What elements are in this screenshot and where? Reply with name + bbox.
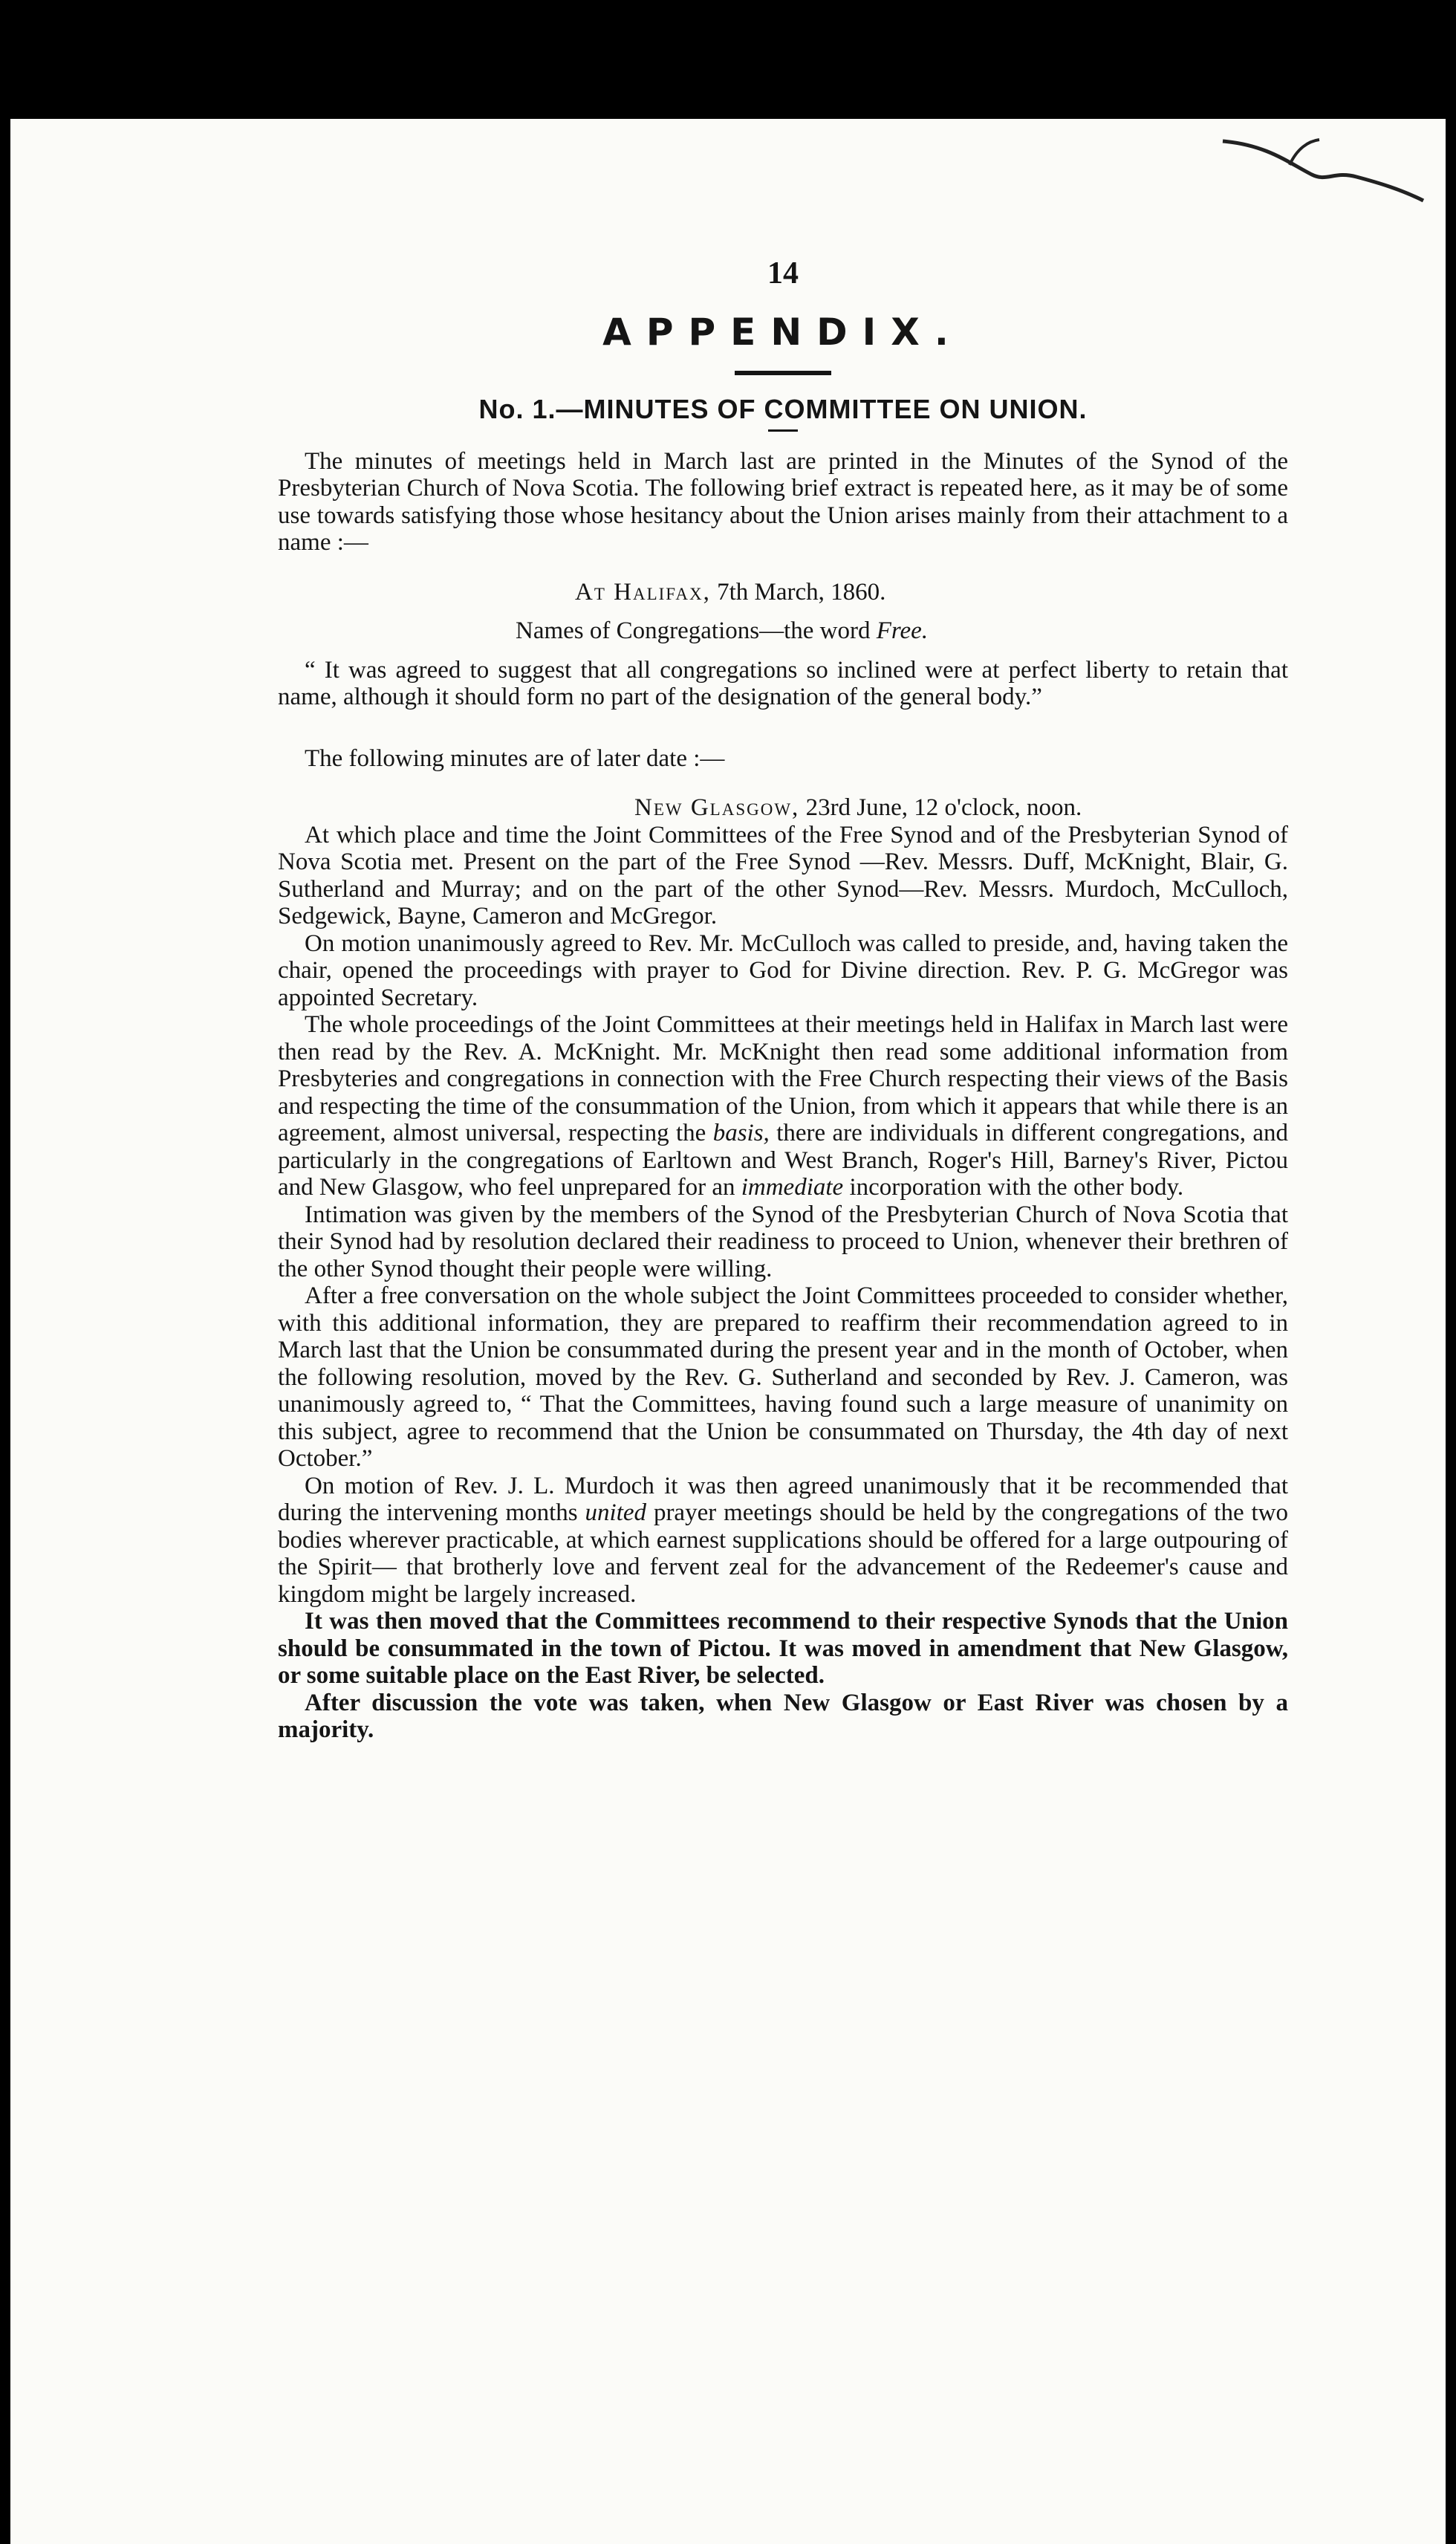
- p6-emphasis-united: united: [585, 1499, 647, 1526]
- minutes-paragraph-3: [278, 1011, 1288, 1201]
- minutes-paragraph-4: Intimation was given by the members of the Synod of the Presbyterian Church of Nova Scotia that their Synod had by resolution declared their readiness to proceed to Union, whenever their brethren of the other Synod thought their people were willing.: [278, 1201, 1288, 1282]
- page-text: [278, 256, 1289, 1744]
- p6-part-b: prayer meetings should be held by the congregations of the two bodies wherever practicable, at which earnest supplications should be offered for a large outpouring of the Spirit— that brotherly love and fervent zeal for the advancement of the Redeemer's cause and kingdom might be largely increased.: [278, 1499, 1289, 1608]
- minutes-paragraph-2: On motion unanimously agreed to Rev. Mr. McCulloch was called to preside, and, having taken the chair, opened the proceedings with prayer to God for Divine direction. Rev. P. G. McGregor was appointed Secretary.: [278, 929, 1288, 1011]
- p6-part-a: On motion of Rev. J. L. Murdoch it was then agreed unanimously that it be recommended that during the intervening months: [278, 1472, 1288, 1526]
- halifax-dateline: [575, 579, 1288, 606]
- title-rule: [735, 371, 831, 375]
- document-page: [10, 119, 1446, 2544]
- minutes-paragraph-1: At which place and time the Joint Committees of the Free Synod and of the Presbyterian Synod of Nova Scotia met. Present on the part of the Free Synod —Rev. Messrs. Duff, McKnight, Blair, G. Sutherland and Murray; and on the part of the other Synod—Rev. Messrs. Murdoch, McCulloch, Sedgewick, Bayne, Cameron and McGregor.: [278, 821, 1288, 929]
- heading-rule: [768, 429, 798, 432]
- minutes-paragraph-7: It was then moved that the Committees recommend to their respective Synods that the Union should be consummated in the town of Pictou. It was moved in amendment that New Glasgow, or some suitable place on the East River, be selected.: [278, 1608, 1288, 1689]
- p3-emphasis-basis: basis,: [712, 1120, 770, 1146]
- appendix-title: APPENDIX.: [602, 310, 963, 354]
- section-heading: No. 1.—MINUTES OF COMMITTEE ON UNION.: [478, 394, 1088, 424]
- names-heading-word: Free.: [876, 617, 929, 644]
- page-number: 14: [767, 256, 799, 291]
- minutes-paragraph-8: After discussion the vote was taken, when New Glasgow or East River was chosen by a majority.: [278, 1689, 1288, 1743]
- quote-paragraph: “ It was agreed to suggest that all congregations so inclined were at perfect liberty to retain that name, although it should form no part of the designation of the general body.”: [278, 656, 1288, 710]
- p3-part-c: incorporation with the other body.: [849, 1174, 1184, 1201]
- later-intro: The following minutes are of later date :—: [305, 744, 725, 772]
- minutes-paragraph-5: After a free conversation on the whole subject the Joint Committees proceeded to consider whether, with this additional information, they are prepared to reaffirm their recommendation agreed to in March last that the Union be consummated during the present year and in the month of October, when the following resolution, moved by the Rev. G. Sutherland and seconded by Rev. J. Cameron, was unanimously agreed to, “ That the Committees, having found such a large measure of unanimity on this subject, agree to recommend that the Union be consummated on Thursday, the 4th day of next October.”: [278, 1282, 1288, 1472]
- halifax-place: At Halifax,: [575, 578, 711, 606]
- halifax-date: 7th March, 1860.: [717, 578, 886, 606]
- new-glasgow-place: New Glasgow,: [634, 794, 800, 821]
- new-glasgow-date: 23rd June, 12 o'clock, noon.: [805, 794, 1082, 821]
- p3-part-b: there are individuals in different congregations, and particularly in the congregations of Earltown and West Branch, Roger's Hill, Barney's River, Pictou and New Glasgow, who feel unprepared for an: [278, 1120, 1289, 1201]
- minutes-paragraph-6: [278, 1473, 1288, 1609]
- p3-emphasis-immediate: immediate: [741, 1174, 844, 1201]
- names-heading: [516, 617, 1288, 645]
- names-heading-text: Names of Congregations—the word: [516, 617, 871, 644]
- new-glasgow-dateline: [634, 794, 1288, 822]
- p3-part-a: The whole proceedings of the Joint Committees at their meetings held in Halifax in March last were then read by the Rev. A. McKnight. Mr. McKnight then read some additional information from Presbyteries and congregations in connection with the Free Church respecting their views of the Basis and respecting the time of the consummation of the Union, from which it appears that while there is an agreement, almost universal, respecting the: [278, 1011, 1288, 1146]
- intro-paragraph: The minutes of meetings held in March last are printed in the Minutes of the Synod of the Presbyterian Church of Nova Scotia. The following brief extract is repeated here, as it may be of some use towards satisfying those whose hesitancy about the Union arises mainly from their attachment to a name :—: [278, 447, 1288, 556]
- scan-scratch-mark: [1178, 119, 1446, 230]
